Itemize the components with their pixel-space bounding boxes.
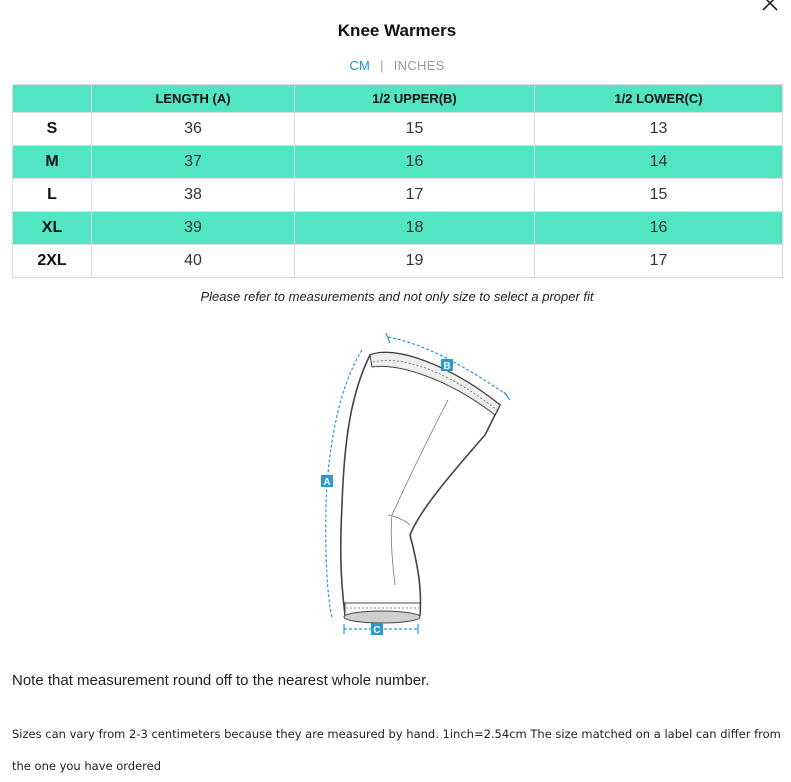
size-cell: L: [13, 179, 92, 212]
bottom-opening: [344, 611, 420, 623]
size-disclaimer: Sizes can vary from 2-3 centimeters because they are measured by hand. 1inch=2.54cm The size matched on a label can differ from the one you have ordered: [12, 727, 781, 773]
lower-cell: 17: [535, 245, 783, 278]
upper-cell: 19: [295, 245, 535, 278]
unit-separator: |: [380, 58, 384, 73]
rounding-note: Note that measurement round off to the nearest whole number.: [12, 672, 430, 689]
size-cell: M: [13, 146, 92, 179]
lower-cell: 14: [535, 146, 783, 179]
knee-warmer-diagram: [300, 325, 530, 645]
size-cell: S: [13, 113, 92, 146]
label-c: C: [373, 625, 381, 636]
close-button[interactable]: [759, 0, 781, 14]
upper-cell: 16: [295, 146, 535, 179]
table-header-row: [13, 85, 783, 113]
table-row: [13, 179, 783, 212]
label-b: B: [443, 361, 451, 372]
label-a: A: [323, 477, 331, 488]
upper-cell: 15: [295, 113, 535, 146]
lower-cell: 15: [535, 179, 783, 212]
header-length: LENGTH (A): [92, 85, 295, 113]
table-row: [13, 212, 783, 245]
length-cell: 38: [92, 179, 295, 212]
size-cell: 2XL: [13, 245, 92, 278]
header-size: [13, 85, 92, 113]
table-row: [13, 146, 783, 179]
length-cell: 39: [92, 212, 295, 245]
lower-cell: 16: [535, 212, 783, 245]
unit-inches-tab[interactable]: INCHES: [393, 58, 445, 73]
length-cell: 40: [92, 245, 295, 278]
unit-cm-tab[interactable]: CM: [349, 58, 371, 73]
table-row: [13, 245, 783, 278]
size-cell: XL: [13, 212, 92, 245]
header-upper: 1/2 UPPER(B): [295, 85, 535, 113]
unit-toggle: [0, 58, 791, 73]
table-row: [13, 113, 783, 146]
length-cell: 37: [92, 146, 295, 179]
close-icon: [759, 0, 781, 14]
upper-cell: 17: [295, 179, 535, 212]
fit-note: Please refer to measurements and not only size to select a proper fit: [200, 289, 594, 304]
size-chart-table: [12, 84, 783, 278]
upper-cell: 18: [295, 212, 535, 245]
lower-cell: 13: [535, 113, 783, 146]
length-cell: 36: [92, 113, 295, 146]
page-title: Knee Warmers: [337, 21, 457, 40]
header-lower: 1/2 LOWER(C): [535, 85, 783, 113]
